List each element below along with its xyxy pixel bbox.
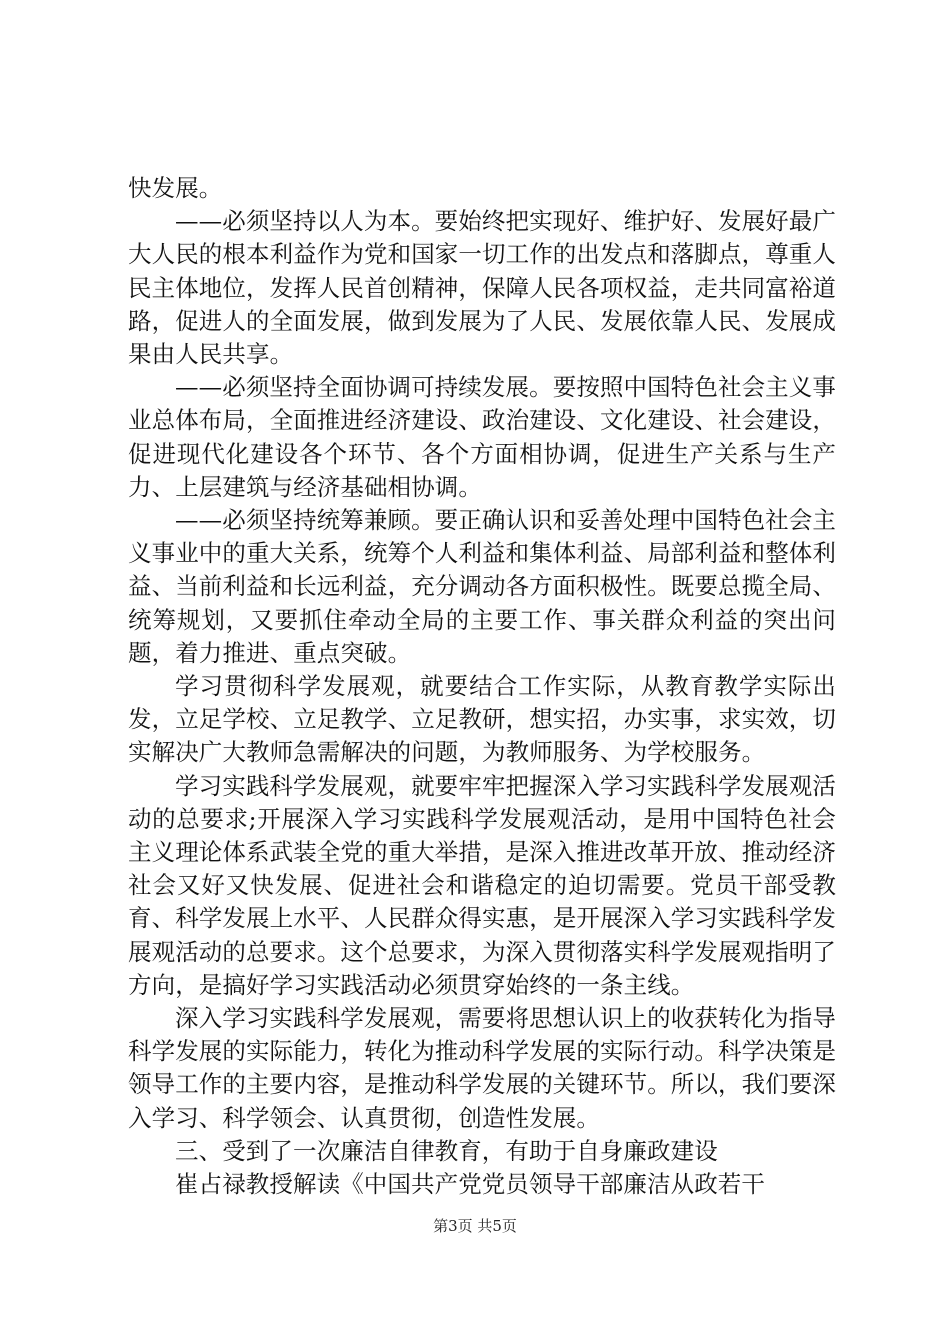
paragraph-people-oriented: ——必须坚持以人为本。要始终把实现好、维护好、发展好最广大人民的根本利益作为党和国家一切工作的出发点和落脚点，尊重人民主体地位，发挥人民首创精神，保障人民各项权益，走共同富裕道路，促进人的全面发展，做到发展为了人民、发展依靠人民、发展成果由人民共享。 (128, 207, 836, 369)
paragraph-sustainable-development: ——必须坚持全面协调可持续发展。要按照中国特色社会主义事业总体布局，全面推进经济建设、政治建设、文化建设、社会建设，促进现代化建设各个环节、各个方面相协调，促进生产关系与生产力、上层建筑与经济基础相协调。 (128, 373, 836, 501)
paragraph-work-practice: 学习贯彻科学发展观，就要结合工作实际，从教育教学实际出发，立足学校、立足教学、立足教研，想实招，办实事，求实效，切实解决广大教师急需解决的问题，为教师服务、为学校服务。 (128, 672, 836, 767)
paragraph-continuation: 快发展。 (128, 174, 223, 202)
page-number: 第3页 共5页 (433, 1217, 517, 1235)
paragraph-professor-interpretation: 崔占禄教授解读《中国共产党党员领导干部廉洁从政若干 (175, 1170, 765, 1199)
paragraph-overall-planning: ——必须坚持统筹兼顾。要正确认识和妥善处理中国特色社会主义事业中的重大关系，统筹个人利益和集体利益、局部利益和整体利益、当前利益和长远利益，充分调动各方面积极性。既要总揽全局、统筹规划，又要抓住牵动全局的主要工作、事关群众利益的突出问题，着力推进、重点突破。 (128, 506, 836, 667)
paragraph-scientific-decision: 深入学习实践科学发展观，需要将思想认识上的收获转化为指导科学发展的实际能力，转化为推动科学发展的实际行动。科学决策是领导工作的主要内容，是推动科学发展的关键环节。所以，我们要深入学习、科学领会、认真贯彻，创造性发展。 (128, 1004, 836, 1132)
document-body (128, 172, 836, 1201)
paragraph-general-requirements: 学习实践科学发展观，就要牢牢把握深入学习实践科学发展观活动的总要求;开展深入学习实践科学发展观活动，是用中国特色社会主义理论体系武装全党的重大举措，是深入推进改革开放、推动经济社会又好又快发展、促进社会和谐稳定的迫切需要。党员干部受教育、科学发展上水平、人民群众得实惠，是开展深入学习实践科学发展观活动的总要求。这个总要求，为深入贯彻落实科学发展观指明了方向，是搞好学习实践活动必须贯穿始终的一条主线。 (128, 771, 836, 999)
section-heading-integrity-education: 三、受到了一次廉洁自律教育，有助于自身廉政建设 (175, 1136, 718, 1165)
